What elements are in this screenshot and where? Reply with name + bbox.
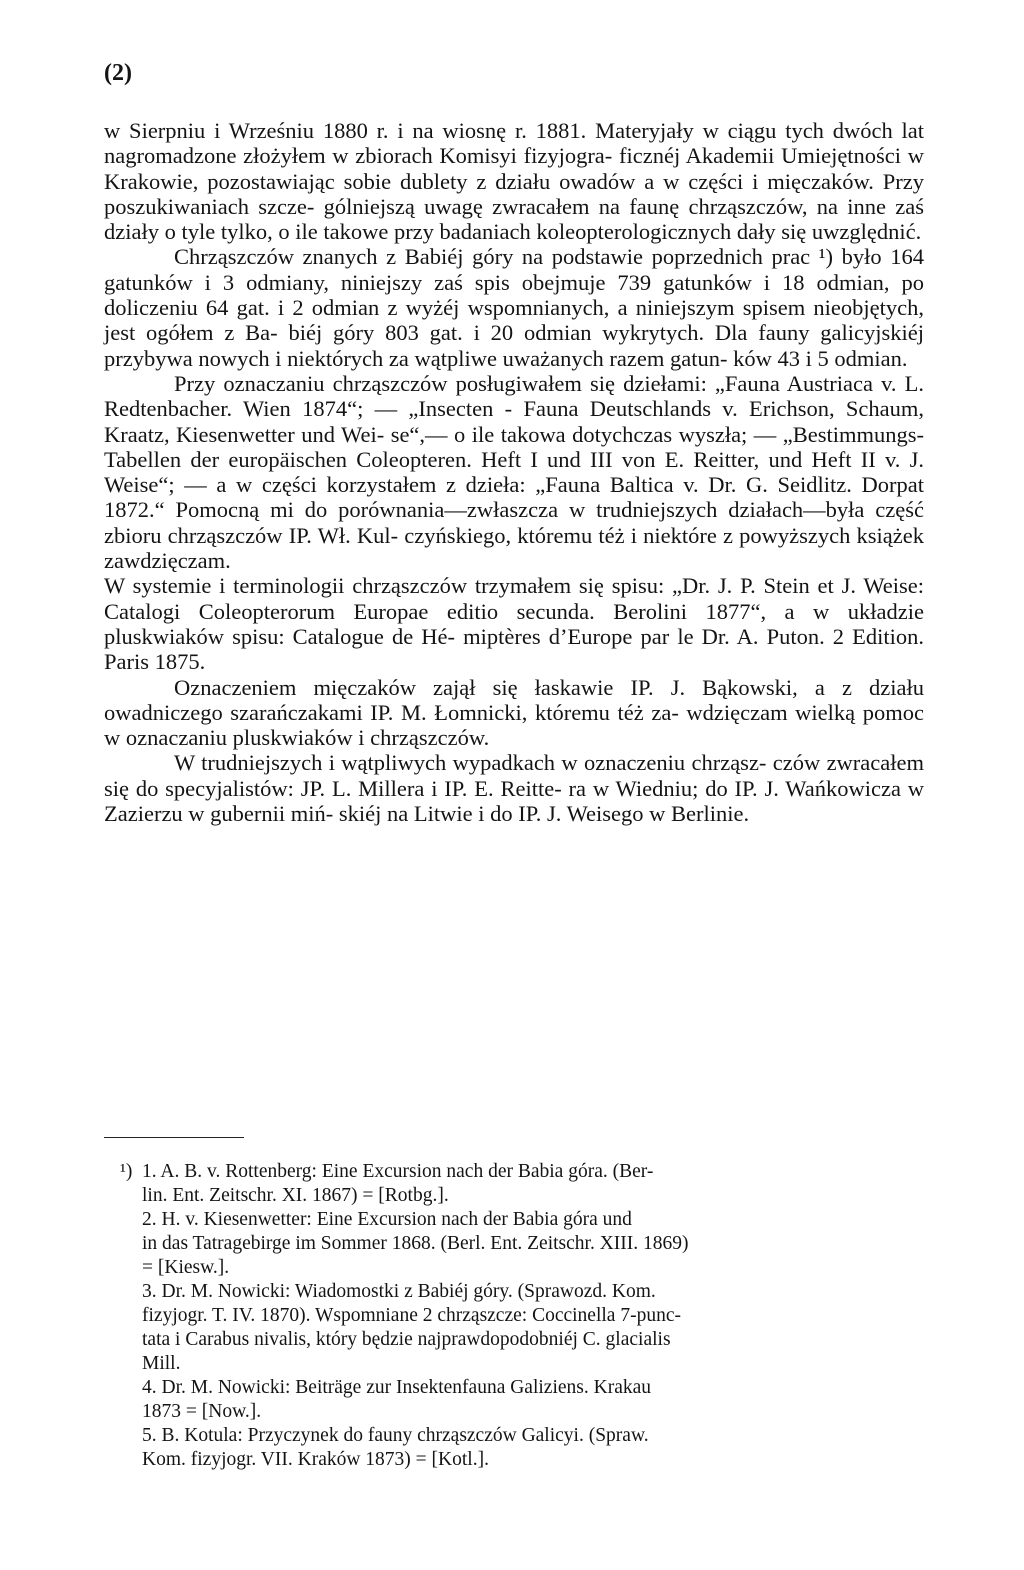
paragraph xyxy=(104,573,924,674)
footnote-entry xyxy=(120,1376,920,1400)
text-line: czów zwracałem się do specyjalistów: JP. L. Millera i IP. E. Reitte- xyxy=(104,750,924,801)
text-line: się uwzględnić. xyxy=(781,219,922,245)
footnote-line: fizyjogr. T. IV. 1870). Wspomniane 2 chrząszcze: Coccinella 7-punc- xyxy=(142,1305,681,1326)
paragraph xyxy=(104,244,924,370)
text-line: czyńskiego, któremu téż i niektóre z powyższych książek zawdzięczam. xyxy=(104,522,925,574)
text-line: miptères d’Europe par le Dr. A. Puton. 2 Edition. Paris 1875. xyxy=(104,623,925,675)
text-line: W systemie i terminologii chrząszczów trzymałem się spisu: „Dr. J. xyxy=(104,573,733,599)
footnote-line: 4. Dr. M. Nowicki: Beiträge zur Insektenfauna Galiziens. Krakau xyxy=(142,1377,651,1398)
footnote-line: Kom. fizyjogr. VII. Kraków 1873) = [Kotl.]. xyxy=(142,1449,489,1470)
page-number: (2) xyxy=(104,60,132,86)
footnote-divider xyxy=(104,1137,244,1138)
footnote-line: = [Kiesw.]. xyxy=(142,1257,230,1278)
text-line: ficznéj Akademii Umiejętności w Krakowie, pozostawiając sobie dublety xyxy=(104,143,924,194)
text-line: Berolini 1877“, a w układzie pluskwiaków spisu: Catalogue de Hé- xyxy=(104,598,924,649)
text-line: skiéj na Litwie i do IP. J. Weisego w Berlinie. xyxy=(338,801,750,827)
footnote-line: 1. A. B. v. Rottenberg: Eine Excursion nach der Babia góra. (Ber- xyxy=(142,1161,654,1182)
text-line: wdzięczam wielką pomoc w oznaczaniu pluskwiaków i chrząszczów. xyxy=(104,699,924,751)
text-line: przybywa nowych i niektórych za wątpliwe uważanych razem gatun- xyxy=(104,345,728,371)
text-line: Chrząszczów znanych z Babiéj góry na podstawie poprzednich xyxy=(174,244,763,270)
text-line: europäischen Coleopteren. Heft I und III von E. Reitter, und Heft II xyxy=(228,446,876,472)
text-line: w Sierpniu i Wrześniu 1880 r. i na wiosnę r. 1881. Materyjały w ciągu xyxy=(104,118,777,143)
text-line: ra w Wiedniu; do IP. J. Wańkowicza w Zazierzu w gubernii miń- xyxy=(104,775,925,827)
text-line: w trudniejszych działach—była część zbioru chrząszczów IP. Wł. Kul- xyxy=(104,497,925,548)
text-line: P. Stein et J. Weise: Catalogi Coleopterorum Europae editio secunda. xyxy=(104,573,925,624)
paragraph xyxy=(104,371,924,573)
footnote-line: 5. B. Kotula: Przyczynek do fauny chrząszczów Galicyi. (Spraw. xyxy=(142,1425,649,1446)
text-line: gólniejszą uwagę zwracałem na faunę chrząszczów, na inne zaś działy xyxy=(104,193,924,245)
paragraph xyxy=(104,675,924,751)
footnote-marker: ¹) xyxy=(120,1161,133,1182)
footnotes xyxy=(120,1160,920,1472)
text-line: o tyle tylko, o ile takowe przy badaniach koleopterologicznych dały xyxy=(164,219,776,245)
text-line: z działu owadniczego szarańczakami IP. M. Łomnicki, któremu téż za- xyxy=(104,674,925,725)
footnote-line: 1873 = [Now.]. xyxy=(142,1401,262,1422)
text-line: Dr. G. Seidlitz. Dorpat 1872.“ Pomocną mi do porównania—zwłaszcza xyxy=(104,472,924,523)
text-line: se“,— o ile takowa dotychczas wyszła; — „Bestimmungs-Tabellen der xyxy=(104,421,924,472)
footnote-entry xyxy=(120,1160,920,1184)
footnote-entry xyxy=(120,1424,920,1448)
paragraph xyxy=(104,750,924,826)
footnote-entry xyxy=(120,1208,920,1232)
footnote-line: Mill. xyxy=(142,1353,181,1374)
footnote-line: 2. H. v. Kiesenwetter: Eine Excursion nach der Babia góra und xyxy=(142,1209,632,1230)
text-line: z działu owadów a w części i mięczaków. Przy poszukiwaniach szcze- xyxy=(104,168,925,219)
text-line: v. J. Weise“; — a w części korzystałem z dzieła: „Fauna Baltica v. xyxy=(104,446,925,498)
text-line: tych dwóch lat nagromadzone złożyłem w zbiorach Komisyi fizyjogra- xyxy=(104,118,925,169)
text-line: Austriaca v. L. Redtenbacher. Wien 1874“; — „Insecten - Fauna xyxy=(104,370,924,422)
footnote-entry xyxy=(120,1280,920,1304)
body-text xyxy=(104,118,924,826)
text-line: wspomnianych, a niniejszym spisem nieobjętych, jest ogółem z Ba- xyxy=(104,295,925,346)
footnote-line: 3. Dr. M. Nowicki: Wiadomostki z Babiéj góry. (Sprawozd. Kom. xyxy=(142,1281,656,1302)
text-line: prac ¹) było 164 gatunków i 3 odmiany, niniejszy zaś spis obejmuje xyxy=(104,244,924,295)
text-line: Oznaczeniem mięczaków zajął się łaskawie IP. J. Bąkowski, a xyxy=(174,674,825,700)
text-line: Deutschlands v. Erichson, Schaum, Kraatz, Kiesenwetter und Wei- xyxy=(104,396,925,447)
paragraph xyxy=(104,118,924,244)
footnote-line: in das Tatragebirge im Sommer 1868. (Berl. Ent. Zeitschr. XIII. 1869) xyxy=(142,1233,689,1254)
text-line: biéj góry 803 gat. i 20 odmian wykrytych. Dla fauny galicyjskiéj xyxy=(288,320,924,346)
text-line: 739 gatunków i 18 odmian, po doliczeniu 64 gat. i 2 odmian z wyżéj xyxy=(104,269,925,321)
text-line: Przy oznaczaniu chrząszczów posługiwałem się dziełami: „Fauna xyxy=(174,370,780,396)
footnote-line: tata i Carabus nivalis, który będzie najprawdopodobniéj C. glacialis xyxy=(142,1329,671,1350)
text-line: ków 43 i 5 odmian. xyxy=(733,345,908,371)
text-line: W trudniejszych i wątpliwych wypadkach w oznaczeniu chrząsz- xyxy=(174,750,767,776)
footnote-line: lin. Ent. Zeitschr. XI. 1867) = [Rotbg.]. xyxy=(142,1185,449,1206)
